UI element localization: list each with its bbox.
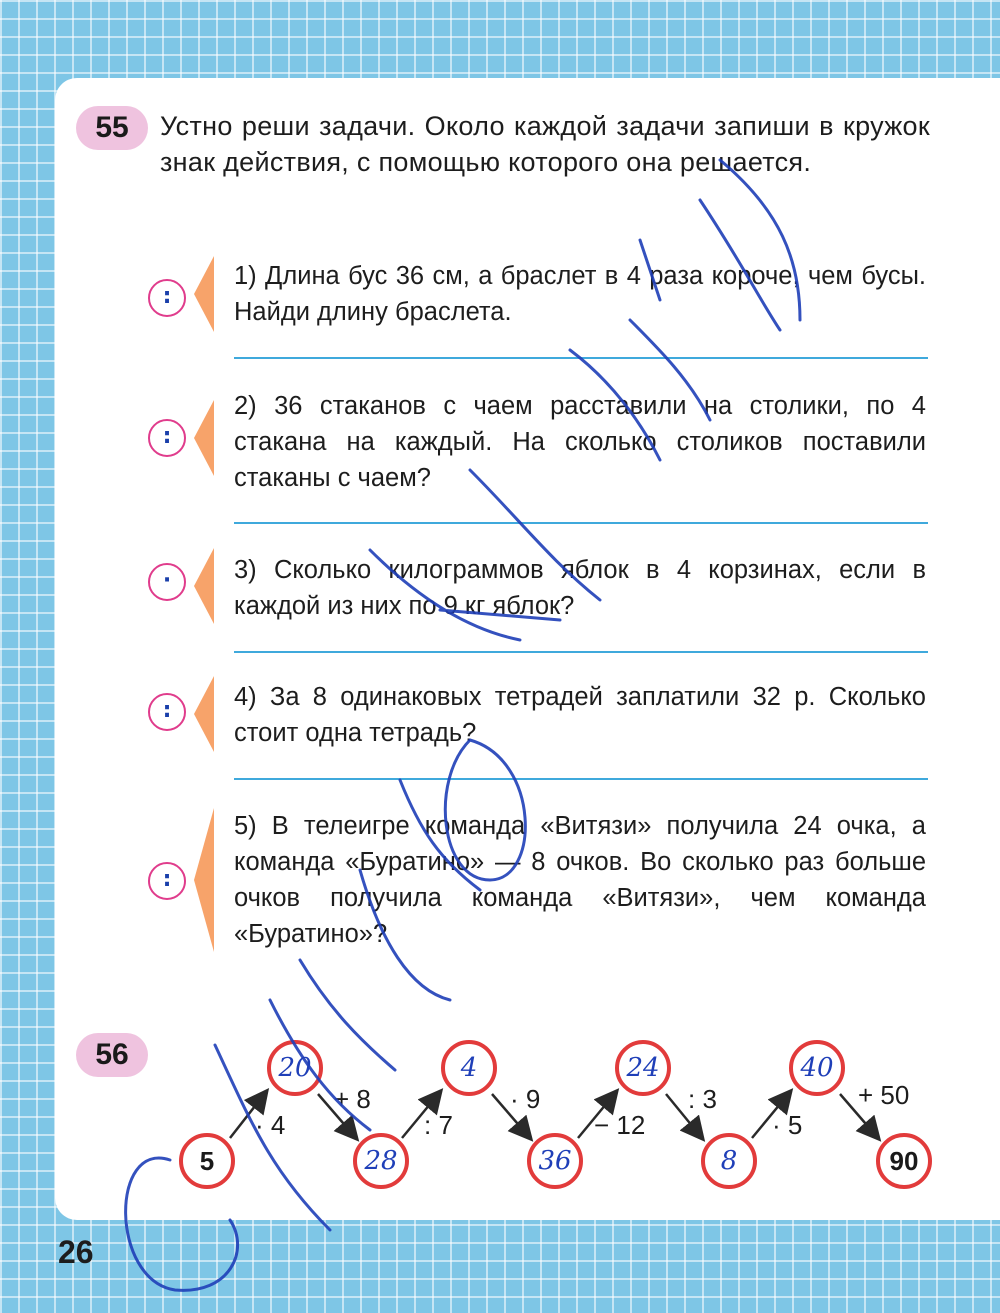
chain-node[interactable]: 28 <box>353 1133 409 1189</box>
answer-circle[interactable]: : <box>148 419 186 457</box>
operation-label: + 50 <box>858 1080 910 1110</box>
task-instruction: Устно реши задачи. Около каждой задачи запиши в кружок знак действия, с помощью которого она решается. <box>160 111 930 177</box>
chain-node[interactable]: 36 <box>527 1133 583 1189</box>
problem-text: 4) За 8 одинаковых тетрадей заплатили 32 р. Сколько стоит одна тетрадь? <box>234 683 926 747</box>
operation-label: : 3 <box>688 1084 717 1114</box>
chain-node-end: 90 <box>876 1133 932 1189</box>
task-number: 55 <box>95 111 129 144</box>
page-number: 26 <box>58 1234 94 1270</box>
task-number: 56 <box>95 1038 129 1071</box>
problem-text: 1) Длина бус 36 см, а браслет в 4 раза короче, чем бусы. Найди длину браслета. <box>234 262 926 326</box>
operation-label: : 7 <box>424 1110 453 1140</box>
answer-circle[interactable]: : <box>148 862 186 900</box>
chain-node[interactable]: 24 <box>615 1040 671 1096</box>
problem-text: 3) Сколько килограммов яблок в 4 корзинах, если в каждой из них по 9 кг яблок? <box>234 556 926 620</box>
operation-label: − 12 <box>594 1110 646 1140</box>
chain-node[interactable]: 20 <box>267 1040 323 1096</box>
answer-circle[interactable]: · <box>148 563 186 601</box>
chain-node[interactable]: 40 <box>789 1040 845 1096</box>
problem-text: 2) 36 стаканов с чаем расставили на столики, по 4 стакана на каждый. На сколько столиков поставили стаканы с чаем? <box>234 392 926 492</box>
chain-node[interactable]: 8 <box>701 1133 757 1189</box>
answer-circle[interactable]: : <box>148 693 186 731</box>
operation-label: + 8 <box>334 1084 371 1114</box>
problem-text: 5) В телеигре команда «Витязи» получила 24 очка, а команда «Буратино» — 8 очков. Во сколько раз больше очков получила команда «Витязи», чем команда «Буратино»? <box>234 812 926 948</box>
chain-node-start: 5 <box>179 1133 235 1189</box>
chain-node[interactable]: 4 <box>441 1040 497 1096</box>
operation-label: · 9 <box>510 1084 541 1114</box>
answer-circle[interactable]: : <box>148 279 186 317</box>
operation-label: · 5 <box>772 1110 803 1140</box>
operation-label: · 4 <box>255 1110 286 1140</box>
